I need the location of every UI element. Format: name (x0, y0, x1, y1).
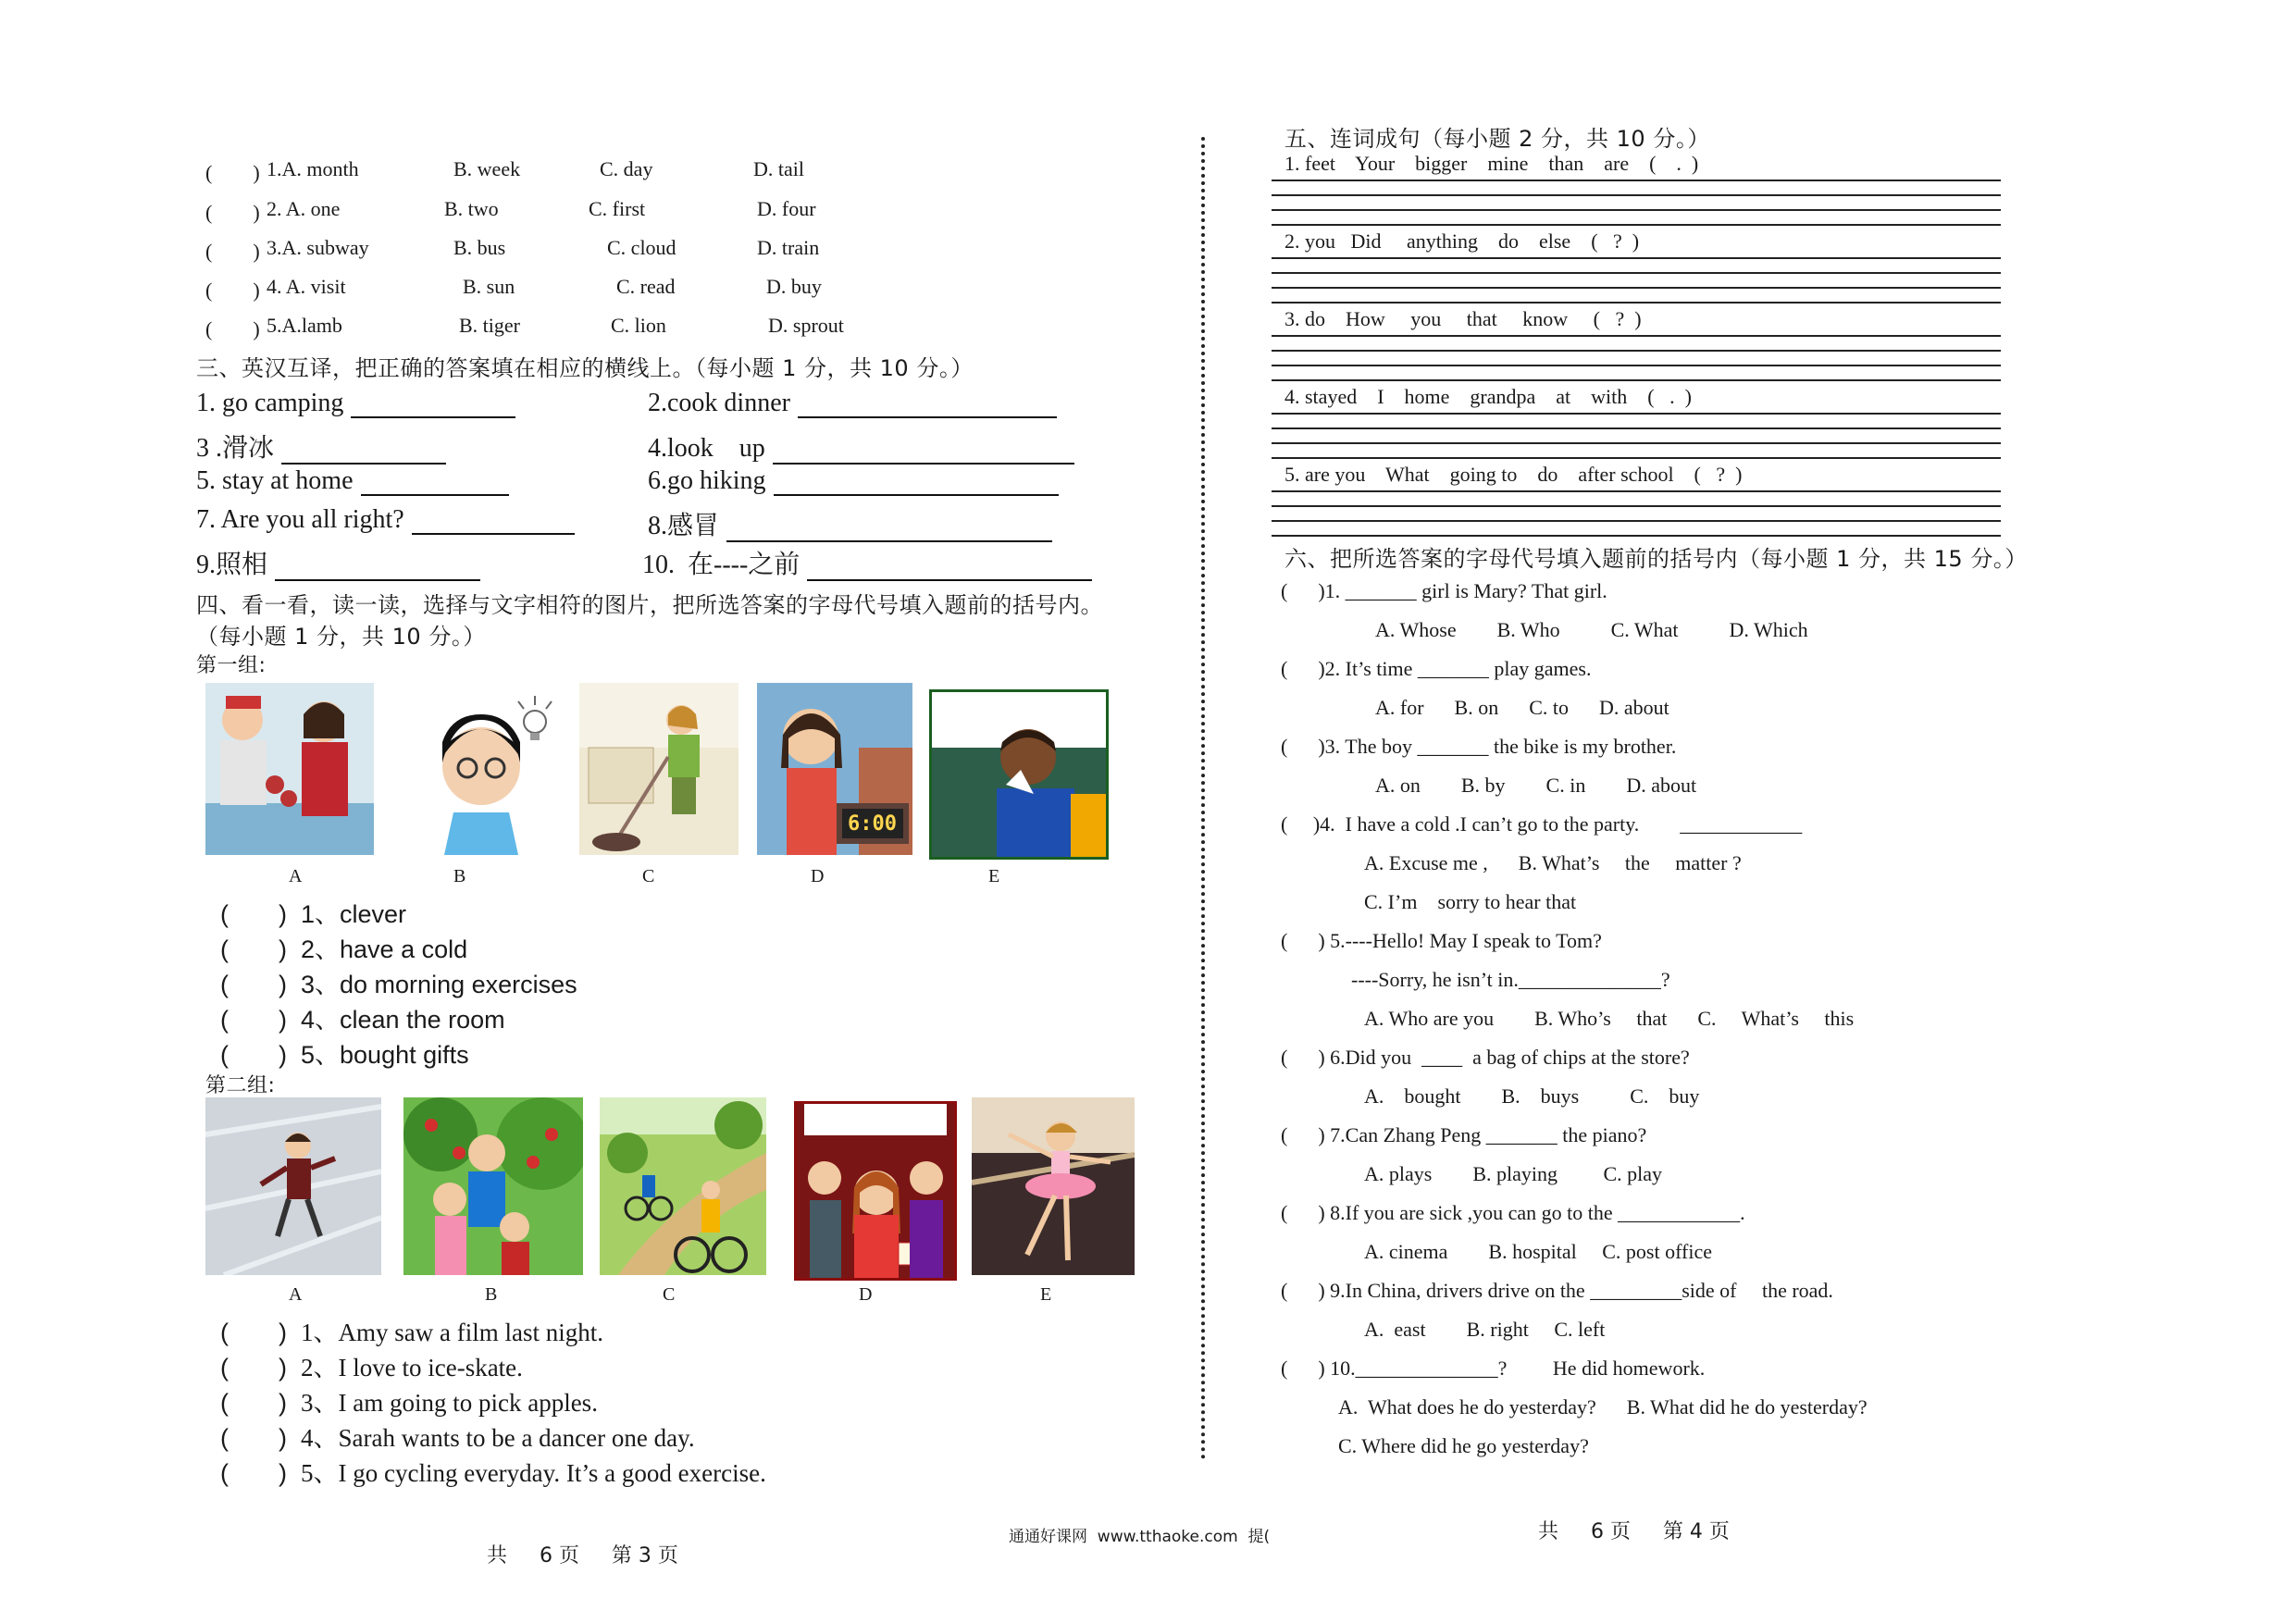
pic-label-b: B (485, 1284, 498, 1305)
sentence-item: ( ) 3、I am going to pick apples. (220, 1389, 598, 1417)
picture-d-cinema (794, 1101, 957, 1281)
option-a: 2. A. one (267, 197, 341, 220)
page-divider (1201, 137, 1205, 1460)
mcq-options: A. on B. by C. in D. about (1375, 774, 1697, 797)
mcq-question: ( ) 6.Did you ____ a bag of chips at the store? (1281, 1046, 1690, 1069)
picture-e-sneezing-boy (929, 689, 1109, 860)
option-b: B. sun (463, 275, 515, 298)
pic-label-a: A (289, 1284, 303, 1305)
translate-item: 4.look up (648, 427, 1074, 465)
answer-paren[interactable]: ( ) (205, 240, 260, 263)
answer-paren[interactable]: ( ) (220, 1354, 287, 1381)
reorder-item: 5. are you What going to do after school ( ? ) (1285, 463, 1743, 486)
sentence-item: ( ) 1、Amy saw a film last night. (220, 1319, 603, 1346)
picture-c-cleaning (579, 683, 738, 855)
page-number-right: 共 6 页 第 4 页 (1538, 1520, 1730, 1543)
group2-label: 第二组: (205, 1074, 276, 1097)
option-c: C. day (600, 157, 653, 180)
answer-blank[interactable] (774, 494, 1059, 496)
mcq-question: ( )1. _______ girl is Mary? That girl. (1281, 579, 1607, 602)
option-d: D. train (757, 236, 820, 259)
answer-blank[interactable] (281, 463, 446, 465)
option-d: D. tail (753, 157, 804, 180)
page-number-left: 共 6 页 第 3 页 (487, 1544, 678, 1567)
option-a: 5.A.lamb (267, 314, 342, 337)
mcq-question: ( ) 7.Can Zhang Peng _______ the piano? (1281, 1123, 1647, 1146)
translate-item: 8.感冒 (648, 505, 1052, 542)
option-b: B. two (444, 197, 499, 220)
mcq-options: A. Who are you B. Who’s that C. What’s this (1364, 1007, 1855, 1030)
vocab-item: ( ) 3、do morning exercises (220, 971, 577, 998)
clock-time: 6:00 (848, 812, 897, 836)
mcq-options: A. plays B. playing C. play (1364, 1162, 1663, 1185)
answer-blank[interactable] (351, 416, 515, 418)
mcq-row-4 (205, 275, 909, 303)
vocab-item: ( ) 4、clean the room (220, 1006, 505, 1034)
picture-a-ice-skating (205, 1097, 381, 1275)
mcq-question: ( )4. I have a cold .I can’t go to the party. ____________ (1281, 812, 1803, 836)
picture-d-morning-clock (757, 683, 912, 855)
mcq-row-2 (205, 197, 909, 225)
mcq-options: A. bought B. buys C. buy (1364, 1084, 1700, 1108)
mcq-question: ( ) 5.----Hello! May I speak to Tom? (1281, 929, 1602, 952)
pic-label-e: E (988, 866, 1000, 886)
answer-paren[interactable]: ( ) (205, 161, 260, 184)
site-watermark: 通通好课网 www.tthaoke.com 提( (1009, 1528, 1271, 1546)
sentence-item: ( ) 5、I go cycling everyday. It’s a good exercise. (220, 1459, 766, 1487)
mcq-row-3 (205, 236, 909, 264)
reorder-item: 3. do How you that know ( ? ) (1285, 307, 1642, 330)
translate-item: 2.cook dinner (648, 389, 1057, 418)
reorder-item: 4. stayed I home grandpa at with ( . ) (1285, 385, 1692, 408)
answer-paren[interactable]: ( ) (220, 1389, 287, 1417)
mcq-options: A. Whose B. Who C. What D. Which (1375, 618, 1808, 641)
answer-blank[interactable] (807, 579, 1092, 581)
reorder-item: 2. you Did anything do else ( ? ) (1285, 229, 1640, 253)
option-d: D. four (757, 197, 816, 220)
pic-label-a: A (289, 866, 303, 886)
option-d: D. buy (766, 275, 822, 298)
group1-label: 第一组: (196, 654, 267, 677)
pic-label-b: B (453, 866, 466, 886)
mcq-question: ----Sorry, he isn’t in.______________? (1351, 968, 1670, 991)
option-a: 1.A. month (267, 157, 359, 180)
answer-blank[interactable] (275, 579, 480, 581)
answer-paren[interactable]: ( ) (205, 317, 260, 341)
pic-label-e: E (1040, 1284, 1052, 1305)
option-a: 3.A. subway (267, 236, 369, 259)
option-c: C. lion (611, 314, 666, 337)
section5-title: 五、连词成句（每小题 2 分，共 10 分。） (1285, 126, 1710, 152)
translate-item: 6.go hiking (648, 466, 1059, 496)
mcq-options: A. Excuse me , B. What’s the matter ? (1364, 851, 1742, 874)
section3-title: 三、英汉互译，把正确的答案填在相应的横线上。（每小题 1 分，共 10 分。） (196, 355, 974, 381)
option-c: C. read (616, 275, 676, 298)
translate-item: 9.照相 (196, 544, 480, 581)
picture-e-dancer (972, 1097, 1135, 1275)
answer-paren[interactable]: ( ) (220, 1319, 287, 1346)
vocab-item: ( ) 5、bought gifts (220, 1041, 469, 1069)
answer-paren[interactable]: ( ) (220, 1459, 287, 1487)
mcq-question: ( )2. It’s time _______ play games. (1281, 657, 1592, 680)
mcq-options: A. east B. right C. left (1364, 1318, 1606, 1341)
section4-title: 四、看一看，读一读，选择与文字相符的图片，把所选答案的字母代号填入题前的括号内。 (196, 592, 1103, 618)
vocab-item: ( ) 2、have a cold (220, 935, 468, 963)
answer-paren[interactable]: ( ) (220, 1041, 287, 1069)
picture-b-clever-boy (426, 683, 565, 855)
answer-paren[interactable]: ( ) (220, 935, 287, 963)
answer-blank[interactable] (726, 540, 1052, 542)
answer-lines[interactable] (1272, 413, 2001, 459)
answer-blank[interactable] (361, 494, 509, 496)
option-d: D. sprout (768, 314, 844, 337)
answer-paren[interactable]: ( ) (205, 201, 260, 224)
mcq-options: C. I’m sorry to hear that (1364, 890, 1577, 913)
option-b: B. week (453, 157, 521, 180)
reorder-item: 1. feet Your bigger mine than are ( . ) (1285, 152, 1699, 175)
pic-label-d: D (859, 1284, 873, 1305)
option-c: C. first (589, 197, 646, 220)
answer-lines[interactable] (1272, 335, 2001, 381)
pic-label-d: D (811, 866, 825, 886)
mcq-options: C. Where did he go yesterday? (1338, 1434, 1589, 1457)
picture-c-cycling (600, 1097, 766, 1275)
mcq-question: ( ) 9.In China, drivers drive on the _________side of the road. (1281, 1279, 1833, 1302)
pic-label-c: C (642, 866, 655, 886)
section6-title: 六、把所选答案的字母代号填入题前的括号内（每小题 1 分，共 15 分。） (1285, 546, 2028, 572)
answer-blank[interactable] (412, 533, 575, 535)
answer-blank[interactable] (798, 416, 1057, 418)
pic-label-c: C (663, 1284, 676, 1305)
mcq-options: A. What does he do yesterday? B. What did he do yesterday? (1338, 1395, 1868, 1419)
translate-item: 1. go camping (196, 389, 515, 418)
answer-lines[interactable] (1272, 490, 2001, 537)
option-c: C. cloud (607, 236, 676, 259)
answer-lines[interactable] (1272, 180, 2001, 226)
mcq-question: ( ) 10.______________? He did homework. (1281, 1357, 1706, 1380)
translate-item: 5. stay at home (196, 466, 509, 496)
mcq-question: ( )3. The boy _______ the bike is my brother. (1281, 735, 1677, 758)
mcq-row-5 (205, 314, 909, 341)
vocab-item: ( ) 1、clever (220, 900, 407, 928)
mcq-options: A. cinema B. hospital C. post office (1364, 1240, 1712, 1263)
picture-b-picking-apples (403, 1097, 583, 1275)
answer-paren[interactable]: ( ) (205, 279, 260, 302)
mcq-question: ( ) 8.If you are sick ,you can go to the ____________. (1281, 1201, 1745, 1224)
sentence-item: ( ) 2、I love to ice-skate. (220, 1354, 523, 1381)
sentence-item: ( ) 4、Sarah wants to be a dancer one day. (220, 1424, 695, 1452)
picture-a-shopping-gifts (205, 683, 374, 855)
mcq-options: A. for B. on C. to D. about (1375, 696, 1669, 719)
answer-lines[interactable] (1272, 257, 2001, 304)
option-b: B. bus (453, 236, 506, 259)
answer-paren[interactable]: ( ) (220, 971, 287, 998)
answer-paren[interactable]: ( ) (220, 1006, 287, 1034)
section4-subtitle: （每小题 1 分，共 10 分。） (196, 624, 486, 650)
translate-item: 3 .滑冰 (196, 427, 446, 465)
answer-paren[interactable]: ( ) (220, 900, 287, 928)
translate-item: 10. 在----之前 (642, 544, 1092, 581)
answer-blank[interactable] (773, 463, 1074, 465)
option-b: B. tiger (459, 314, 520, 337)
option-a: 4. A. visit (267, 275, 346, 298)
answer-paren[interactable]: ( ) (220, 1424, 287, 1452)
mcq-row-1 (205, 157, 909, 185)
translate-item: 7. Are you all right? (196, 505, 575, 535)
